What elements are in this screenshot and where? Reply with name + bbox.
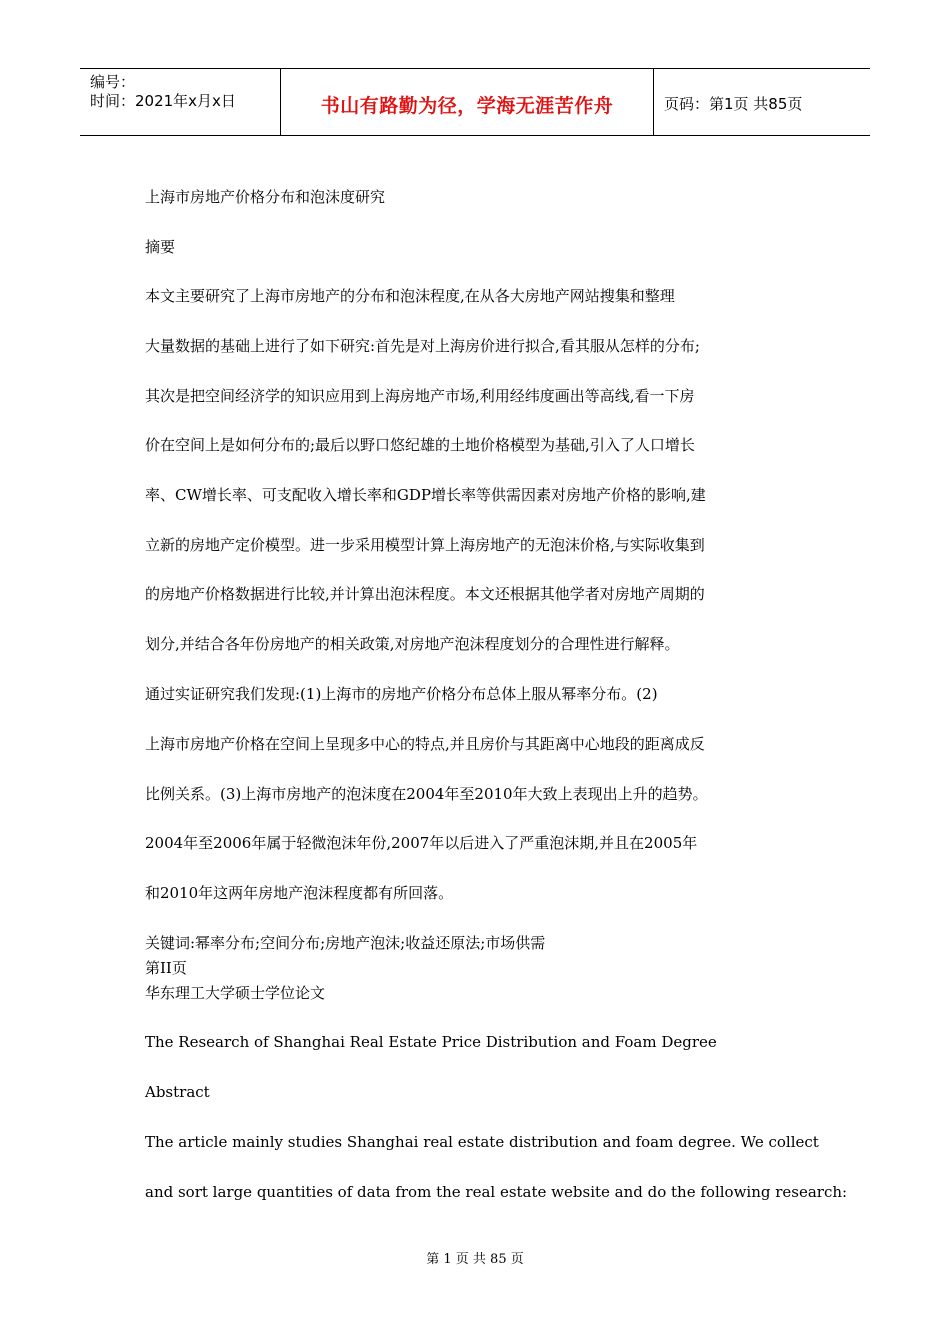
university-line: 华东理工大学硕士学位论文 [145, 984, 326, 1002]
body-line: 划分,并结合各年份房地产的相关政策,对房地产泡沫程度划分的合理性进行解释。 [145, 635, 680, 653]
date-line: 时间：2021年x月x日 [90, 92, 236, 110]
header-left-cell [80, 69, 281, 135]
document-title: 上海市房地产价格分布和泡沫度研究 [145, 188, 386, 206]
page-header [80, 68, 870, 136]
body-line: and sort large quantities of data from the real estate website and do the following research: [145, 1183, 848, 1201]
body-line: 本文主要研究了上海市房地产的分布和泡沫程度,在从各大房地产网站搜集和整理 [145, 287, 675, 305]
body-line: 比例关系。(3)上海市房地产的泡沫度在2004年至2010年大致上表现出上升的趋势。 [145, 785, 708, 803]
body-line: The article mainly studies Shanghai real estate distribution and foam degree. We collect [145, 1133, 819, 1151]
body-line: 立新的房地产定价模型。进一步采用模型计算上海房地产的无泡沫价格,与实际收集到 [145, 536, 705, 554]
header-page-cell [654, 69, 870, 135]
english-title: The Research of Shanghai Real Estate Price Distribution and Foam Degree [145, 1033, 717, 1051]
number-label: 编号： [90, 73, 136, 91]
body-line: 的房地产价格数据进行比较,并计算出泡沫程度。本文还根据其他学者对房地产周期的 [145, 585, 705, 603]
page-marker: 第II页 [145, 959, 187, 977]
header-motto-cell [281, 69, 654, 135]
keywords-line: 关键词:幂率分布;空间分布;房地产泡沫;收益还原法;市场供需 [145, 934, 546, 952]
body-line: 通过实证研究我们发现:(1)上海市的房地产价格分布总体上服从幂率分布。(2) [145, 685, 658, 703]
page-footer: 第 1 页 共 85 页 [426, 1252, 524, 1267]
body-line: 价在空间上是如何分布的;最后以野口悠纪雄的土地价格模型为基础,引入了人口增长 [145, 436, 695, 454]
body-line: 2004年至2006年属于轻微泡沫年份,2007年以后进入了严重泡沫期,并且在2005年 [145, 834, 698, 852]
body-line: 其次是把空间经济学的知识应用到上海房地产市场,利用经纬度画出等高线,看一下房 [145, 387, 695, 405]
page-info: 页码：第1页 共85页 [664, 95, 803, 113]
body-line: 大量数据的基础上进行了如下研究:首先是对上海房价进行拟合,看其服从怎样的分布; [145, 337, 700, 355]
motto: 书山有路勤为径，学海无涯苦作舟 [320, 95, 614, 117]
abstract-heading: 摘要 [145, 238, 176, 256]
english-abstract-heading: Abstract [145, 1083, 210, 1101]
body-line: 和2010年这两年房地产泡沫程度都有所回落。 [145, 884, 454, 902]
body-line: 率、CW增长率、可支配收入增长率和GDP增长率等供需因素对房地产价格的影响,建 [145, 486, 706, 504]
body-line: 上海市房地产价格在空间上呈现多中心的特点,并且房价与其距离中心地段的距离成反 [145, 735, 705, 753]
